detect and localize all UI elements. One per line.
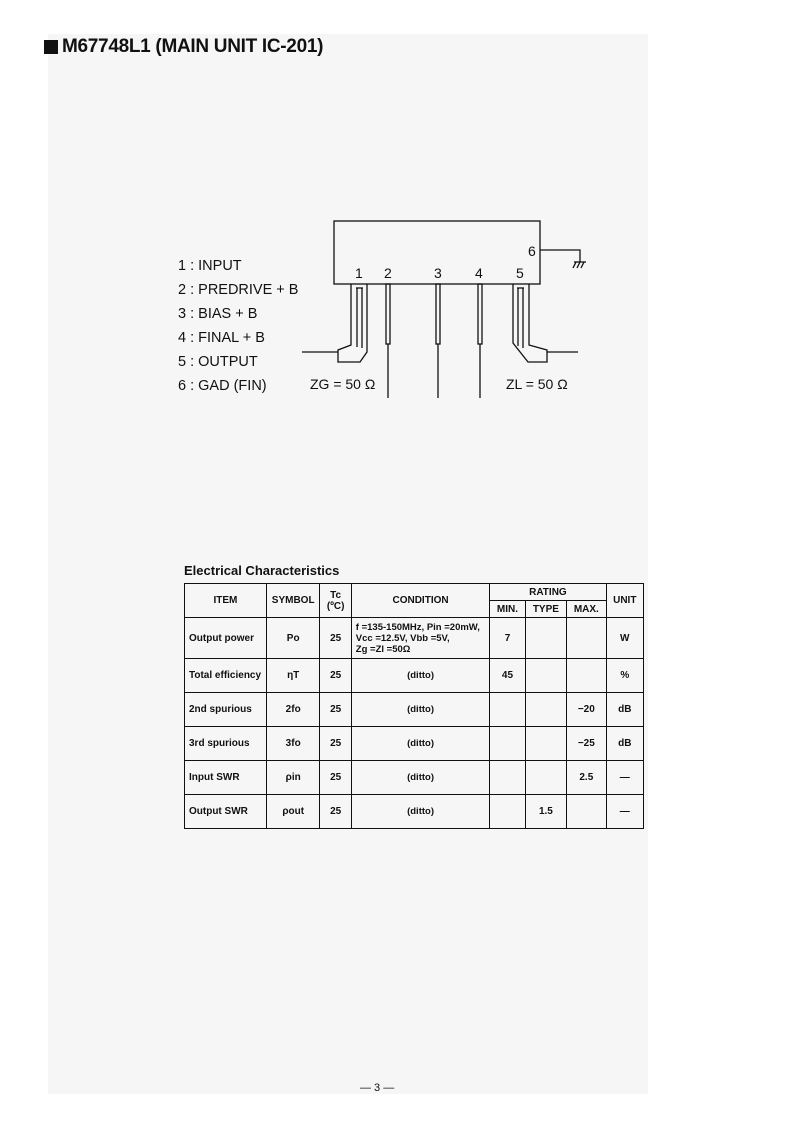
table-row xyxy=(185,618,644,659)
cell-symbol: ηT xyxy=(266,659,320,693)
condition-line: Vcc =12.5V, Vbb =5V, xyxy=(355,632,450,644)
pin-4-lead xyxy=(478,284,482,344)
cell-item: 3rd spurious xyxy=(185,727,267,761)
table-title: Electrical Characteristics xyxy=(184,563,340,578)
cell-min xyxy=(490,795,525,829)
header-tc-label: Tc xyxy=(330,589,342,601)
cell-type xyxy=(525,618,566,659)
pin-list-item: 2 : PREDRIVE + B xyxy=(178,282,299,298)
cell-symbol: Po xyxy=(266,618,320,659)
ic-package-diagram xyxy=(0,0,793,420)
cell-condition: (ditto) xyxy=(351,761,490,795)
table-row xyxy=(185,727,644,761)
header-symbol: SYMBOL xyxy=(266,584,320,618)
condition-line: Zg =Zl =50Ω xyxy=(355,643,411,655)
cell-symbol: ρout xyxy=(266,795,320,829)
cell-item: Output power xyxy=(185,618,267,659)
cell-type xyxy=(525,659,566,693)
table-row xyxy=(185,659,644,693)
cell-unit: W xyxy=(606,618,643,659)
cell-min xyxy=(490,761,525,795)
cell-symbol: ρin xyxy=(266,761,320,795)
cell-unit: % xyxy=(606,659,643,693)
cell-condition: (ditto) xyxy=(351,659,490,693)
cell-condition: (ditto) xyxy=(351,795,490,829)
cell-max xyxy=(567,618,606,659)
cell-min: 45 xyxy=(490,659,525,693)
cell-tc: 25 xyxy=(320,795,351,829)
header-min: MIN. xyxy=(490,601,525,618)
cell-max: −25 xyxy=(567,727,606,761)
zl-impedance-label: ZL = 50 Ω xyxy=(506,376,568,392)
cell-unit: dB xyxy=(606,693,643,727)
table-row xyxy=(185,795,644,829)
cell-type xyxy=(525,693,566,727)
header-condition: CONDITION xyxy=(351,584,490,618)
cell-unit: — xyxy=(606,795,643,829)
pin-list-item: 6 : GAD (FIN) xyxy=(178,378,267,394)
cell-min xyxy=(490,727,525,761)
pin-number-label: 1 xyxy=(355,265,363,281)
pin-number-label: 3 xyxy=(434,265,442,281)
pin-number-label: 6 xyxy=(528,243,536,259)
pin-list-item: 1 : INPUT xyxy=(178,258,242,274)
zg-impedance-label: ZG = 50 Ω xyxy=(310,376,376,392)
header-tc-unit: (ºC) xyxy=(326,600,345,612)
cell-tc: 25 xyxy=(320,659,351,693)
cell-unit: — xyxy=(606,761,643,795)
cell-item: Input SWR xyxy=(185,761,267,795)
cell-item: Total efficiency xyxy=(185,659,267,693)
condition-line: f =135-150MHz, Pin =20mW, xyxy=(355,621,480,633)
cell-symbol: 3fo xyxy=(266,727,320,761)
cell-tc: 25 xyxy=(320,618,351,659)
pin-number-label: 2 xyxy=(384,265,392,281)
electrical-characteristics-table xyxy=(184,583,644,829)
cell-symbol: 2fo xyxy=(266,693,320,727)
header-type: TYPE xyxy=(525,601,566,618)
pin-number-label: 4 xyxy=(475,265,483,281)
pin-number-label: 5 xyxy=(516,265,524,281)
pin-list-item: 3 : BIAS + B xyxy=(178,306,258,322)
pin-2-lead xyxy=(386,284,390,344)
cell-unit: dB xyxy=(606,727,643,761)
page-title-text: M67748L1 (MAIN UNIT IC-201) xyxy=(62,36,324,57)
table-row xyxy=(185,693,644,727)
cell-tc: 25 xyxy=(320,693,351,727)
header-unit: UNIT xyxy=(606,584,643,618)
cell-condition: (ditto) xyxy=(351,727,490,761)
pin-list-item: 5 : OUTPUT xyxy=(178,354,258,370)
cell-min xyxy=(490,693,525,727)
pin-list-item: 4 : FINAL + B xyxy=(178,330,265,346)
cell-item: 2nd spurious xyxy=(185,693,267,727)
cell-max xyxy=(567,659,606,693)
table-row xyxy=(185,761,644,795)
cell-condition: (ditto) xyxy=(351,693,490,727)
header-rating: RATING xyxy=(490,584,606,601)
cell-max: −20 xyxy=(567,693,606,727)
header-item: ITEM xyxy=(185,584,267,618)
cell-type xyxy=(525,727,566,761)
pin-3-lead xyxy=(436,284,440,344)
cell-item: Output SWR xyxy=(185,795,267,829)
cell-max xyxy=(567,795,606,829)
cell-tc: 25 xyxy=(320,761,351,795)
cell-type: 1.5 xyxy=(525,795,566,829)
header-tc xyxy=(320,584,351,618)
cell-max: 2.5 xyxy=(567,761,606,795)
cell-tc: 25 xyxy=(320,727,351,761)
cell-condition xyxy=(351,618,490,659)
fin-lead xyxy=(540,250,580,262)
header-max: MAX. xyxy=(567,601,606,618)
page-number: — 3 — xyxy=(360,1082,395,1094)
cell-min: 7 xyxy=(490,618,525,659)
cell-type xyxy=(525,761,566,795)
